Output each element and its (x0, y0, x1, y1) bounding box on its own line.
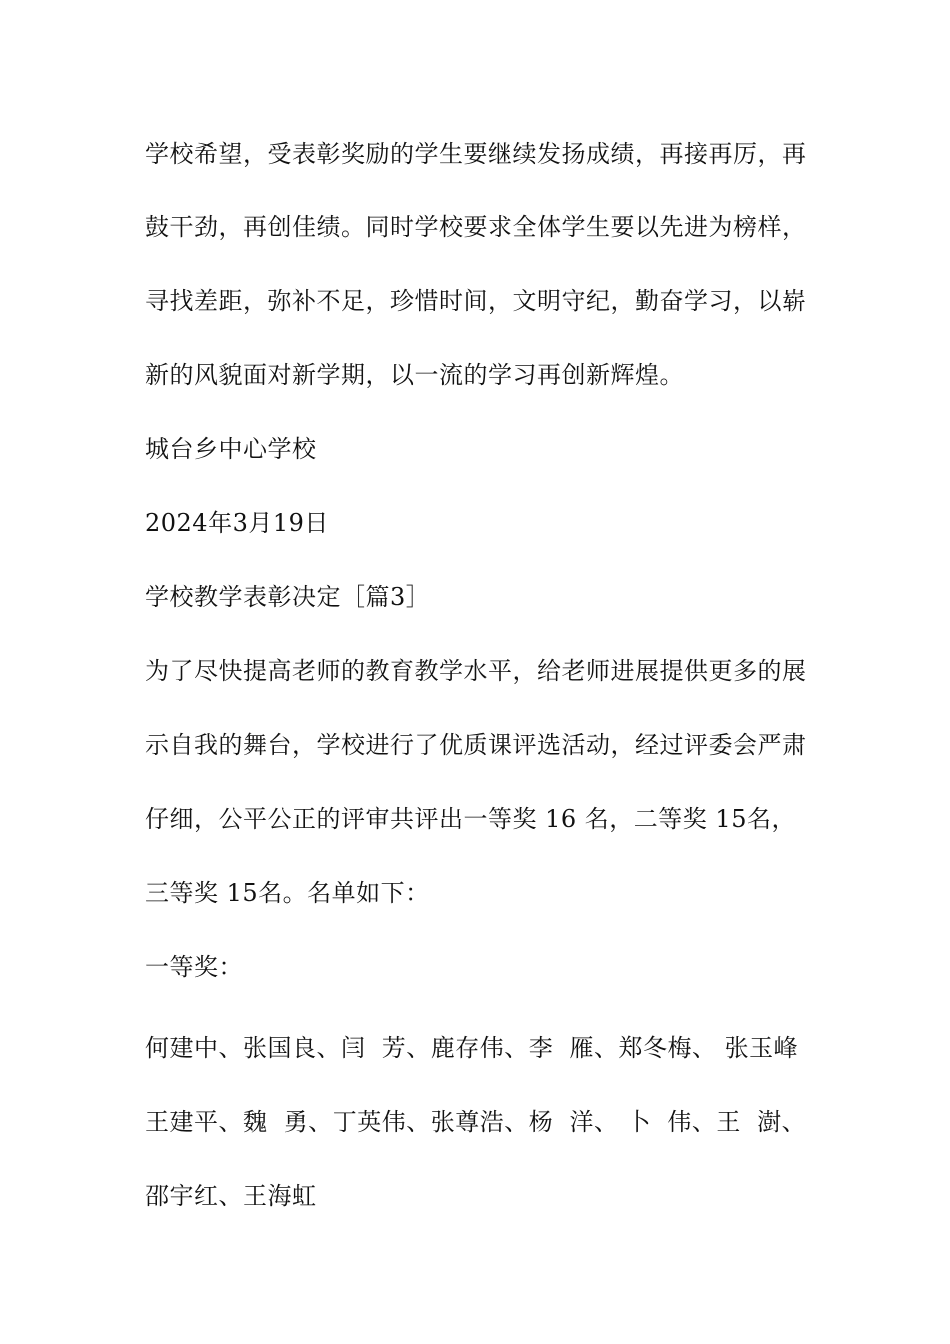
paragraph-line-8: 三等奖 15名。名单如下： (145, 879, 430, 907)
paragraph-line-3: 寻找差距，弥补不足，珍惜时间，文明守纪，勤奋学习，以崭 (145, 287, 807, 315)
paragraph-line-7: 仔细，公平公正的评审共评出一等奖 16 名，二等奖 15名， (145, 805, 796, 833)
first-prize-names-2: 王建平、魏 勇、丁英伟、张尊浩、杨 洋、 卜 伟、王 澍、 (145, 1108, 807, 1136)
paragraph-line-1: 学校希望，受表彰奖励的学生要继续发扬成绩，再接再厉，再 (145, 140, 807, 168)
school-signature: 城台乡中心学校 (145, 435, 317, 463)
first-prize-names-3: 邵宇红、王海虹 (145, 1182, 317, 1210)
paragraph-line-4: 新的风貌面对新学期，以一流的学习再创新辉煌。 (145, 361, 684, 389)
date-line: 2024年3月19日 (145, 509, 329, 537)
first-prize-names-1: 何建中、张国良、闫 芳、鹿存伟、李 雁、郑冬梅、 张玉峰 (145, 1034, 799, 1062)
first-prize-heading: 一等奖： (145, 953, 243, 981)
paragraph-line-2: 鼓干劲，再创佳绩。同时学校要求全体学生要以先进为榜样， (145, 213, 807, 241)
paragraph-line-6: 示自我的舞台，学校进行了优质课评选活动，经过评委会严肃 (145, 731, 807, 759)
section-title: 学校教学表彰决定［篇3］ (145, 583, 431, 611)
paragraph-line-5: 为了尽快提高老师的教育教学水平，给老师进展提供更多的展 (145, 657, 807, 685)
